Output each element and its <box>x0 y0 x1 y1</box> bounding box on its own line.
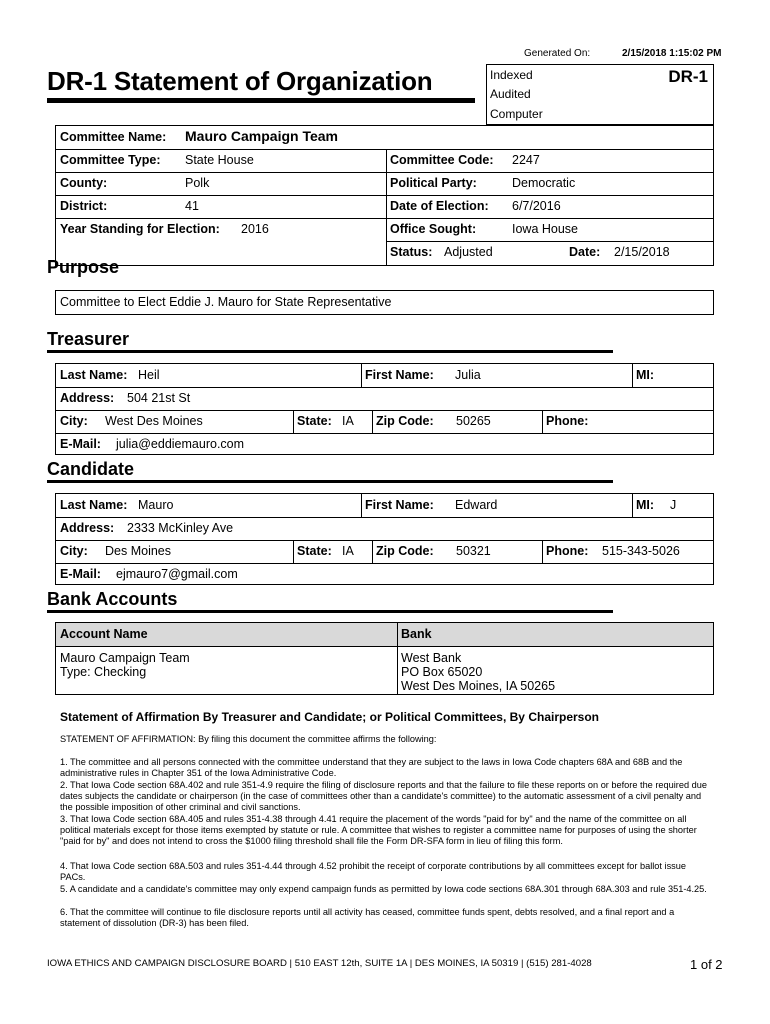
form-code: DR-1 <box>668 67 708 86</box>
affirmation-heading: Statement of Affirmation By Treasurer and Candidate; or Political Committees, By Chairperson <box>60 710 599 724</box>
column-divider <box>372 410 373 433</box>
row-divider <box>56 218 713 219</box>
affirmation-item-5: 5. A candidate and a candidate's committee may only expend campaign funds as permitted by Iowa code sections 68A.301 through 68A.303 and rule 351-4.25. <box>60 884 707 894</box>
purpose-box <box>55 290 714 315</box>
status-date-value: 2/15/2018 <box>614 245 670 259</box>
title-underline <box>47 98 475 103</box>
candidate-mi-value: J <box>670 498 677 512</box>
candidate-city-value: Des Moines <box>105 544 171 558</box>
candidate-first-name-value: Edward <box>455 498 498 512</box>
treasurer-heading: Treasurer <box>47 329 130 349</box>
county-label: County: <box>60 176 108 190</box>
treasurer-email-value: julia@eddiemauro.com <box>116 437 245 451</box>
candidate-last-name-label: Last Name: <box>60 498 128 512</box>
candidate-mi-label: MI: <box>636 498 655 512</box>
affirmation-item-6: 6. That the committee will continue to file disclosure reports until all activity has ceased, committee funds spent, debts resolved, and a final report and a statement of dissolution (DR-3) has been filed. <box>60 907 675 929</box>
footer-address: IOWA ETHICS AND CAMPAIGN DISCLOSURE BOARD | 510 EAST 12th, SUITE 1A | DES MOINES, IA 50319 | (515) 281-4028 <box>47 958 592 969</box>
affirmation-item-1: 1. The committee and all persons connected with the committee understand that they are subject to the laws in Iowa Code chapters 68A and 68B and the administrative rules in Chapter 351 of the Iowa Administrative Code. <box>60 757 683 779</box>
page-number: 1 of 2 <box>690 957 723 972</box>
candidate-box <box>55 493 714 585</box>
bank-accounts-heading: Bank Accounts <box>47 589 178 609</box>
candidate-state-value: IA <box>342 544 354 558</box>
column-divider <box>372 540 373 563</box>
status-date-label: Date: <box>569 245 601 259</box>
row-divider <box>387 172 713 173</box>
election-date-value: 6/7/2016 <box>512 199 561 213</box>
candidate-state-label: State: <box>297 544 332 558</box>
status-value: Adjusted <box>444 245 493 259</box>
treasurer-mi-label: MI: <box>636 368 655 382</box>
treasurer-first-name-value: Julia <box>455 368 481 382</box>
candidate-address-value: 2333 McKinley Ave <box>127 521 234 535</box>
candidate-heading-rule <box>47 480 613 483</box>
column-divider <box>293 540 294 563</box>
treasurer-city-label: City: <box>60 414 88 428</box>
candidate-email-value: ejmauro7@gmail.com <box>116 567 238 581</box>
candidate-phone-label: Phone: <box>546 544 589 558</box>
status-indexed: Indexed <box>490 68 533 82</box>
candidate-email-label: E-Mail: <box>60 567 101 581</box>
row-divider <box>387 241 713 242</box>
purpose-heading: Purpose <box>47 257 120 277</box>
election-date-label: Date of Election: <box>390 199 489 213</box>
bank-address-line: PO Box 65020 <box>401 665 483 679</box>
office-sought-value: Iowa House <box>512 222 579 236</box>
status-computer: Computer <box>490 107 543 121</box>
column-divider <box>542 540 543 563</box>
purpose-text: Committee to Elect Eddie J. Mauro for State Representative <box>60 295 392 309</box>
status-audited: Audited <box>490 87 531 101</box>
row-divider <box>56 433 713 434</box>
bank-accounts-table <box>55 622 714 695</box>
candidate-first-name-label: First Name: <box>365 498 434 512</box>
committee-code-value: 2247 <box>512 153 540 167</box>
candidate-last-name-value: Mauro <box>138 498 174 512</box>
treasurer-address-label: Address: <box>60 391 115 405</box>
treasurer-zip-label: Zip Code: <box>376 414 434 428</box>
column-divider <box>361 364 362 387</box>
year-standing-value: 2016 <box>241 222 269 236</box>
table-header-row <box>56 623 713 647</box>
filing-status-box <box>486 64 714 125</box>
political-party-value: Democratic <box>512 176 576 190</box>
row-divider <box>56 517 713 518</box>
treasurer-last-name-value: Heil <box>138 368 160 382</box>
affirmation-intro: STATEMENT OF AFFIRMATION: By filing this document the committee affirms the following: <box>60 734 437 744</box>
treasurer-first-name-label: First Name: <box>365 368 434 382</box>
candidate-city-label: City: <box>60 544 88 558</box>
candidate-address-label: Address: <box>60 521 115 535</box>
county-value: Polk <box>185 176 210 190</box>
candidate-zip-value: 50321 <box>456 544 491 558</box>
bank-city-line: West Des Moines, IA 50265 <box>401 679 556 693</box>
bank-name-line: West Bank <box>401 651 462 665</box>
district-label: District: <box>60 199 108 213</box>
row-divider <box>56 149 713 150</box>
treasurer-address-value: 504 21st St <box>127 391 191 405</box>
affirmation-item-4: 4. That Iowa Code section 68A.503 and rules 351-4.44 through 4.52 prohibit the receipt of corporate contributions by all committees except for ballot issue PACs. <box>60 861 686 883</box>
treasurer-last-name-label: Last Name: <box>60 368 128 382</box>
page-title: DR-1 Statement of Organization <box>47 66 433 96</box>
generated-on-label: Generated On: <box>524 48 591 59</box>
district-value: 41 <box>185 199 199 213</box>
year-standing-label: Year Standing for Election: <box>60 222 220 236</box>
column-divider <box>386 149 387 265</box>
affirmation-item-3: 3. That Iowa Code section 68A.405 and rules 351-4.38 through 4.41 require the placement of the words "paid for by" and the name of the committee on all political materials except for those items exempted by statute or rule. A committee that wishes to register a committee name for purposes of using the shorter "paid for by" and does not intend to cross the $1000 filing threshold shall file the Form DR-SFA form in lieu of filing this form. <box>60 814 697 847</box>
status-label: Status: <box>390 245 433 259</box>
candidate-heading: Candidate <box>47 459 135 479</box>
generated-on-value: 2/15/2018 1:15:02 PM <box>622 48 722 59</box>
treasurer-heading-rule <box>47 350 613 353</box>
column-divider <box>542 410 543 433</box>
committee-name-label: Committee Name: <box>60 130 167 144</box>
column-header-bank: Bank <box>401 627 432 641</box>
office-sought-label: Office Sought: <box>390 222 477 236</box>
political-party-label: Political Party: <box>390 176 477 190</box>
candidate-phone-value: 515-343-5026 <box>602 544 680 558</box>
treasurer-state-label: State: <box>297 414 332 428</box>
bank-accounts-heading-rule <box>47 610 613 613</box>
treasurer-box <box>55 363 714 455</box>
committee-type-label: Committee Type: <box>60 153 161 167</box>
row-divider <box>56 540 713 541</box>
row-divider <box>56 410 713 411</box>
column-divider <box>632 364 633 387</box>
committee-code-label: Committee Code: <box>390 153 494 167</box>
column-header-account-name: Account Name <box>60 627 148 641</box>
column-divider <box>632 494 633 517</box>
treasurer-email-label: E-Mail: <box>60 437 101 451</box>
treasurer-city-value: West Des Moines <box>105 414 203 428</box>
row-divider <box>56 172 387 173</box>
committee-name-value: Mauro Campaign Team <box>185 128 338 144</box>
treasurer-zip-value: 50265 <box>456 414 491 428</box>
row-divider <box>56 387 713 388</box>
committee-type-value: State House <box>185 153 254 167</box>
candidate-zip-label: Zip Code: <box>376 544 434 558</box>
row-divider <box>56 563 713 564</box>
column-divider <box>397 623 398 694</box>
column-divider <box>361 494 362 517</box>
row-divider <box>56 195 713 196</box>
affirmation-item-2: 2. That Iowa Code section 68A.402 and rule 351-4.9 require the filing of disclosure reports and that the failure to file these reports on or before the required due dates subjects the candidate or chairperson (in the case of committees other than a candidate's committee) to the automatic assessment of a civil penalty and the possible imposition of other criminal and civil sanctions. <box>60 780 707 813</box>
treasurer-phone-label: Phone: <box>546 414 589 428</box>
committee-box <box>55 125 714 266</box>
treasurer-state-value: IA <box>342 414 354 428</box>
account-name-line: Mauro Campaign Team <box>60 651 190 665</box>
account-type-line: Type: Checking <box>60 665 147 679</box>
column-divider <box>293 410 294 433</box>
